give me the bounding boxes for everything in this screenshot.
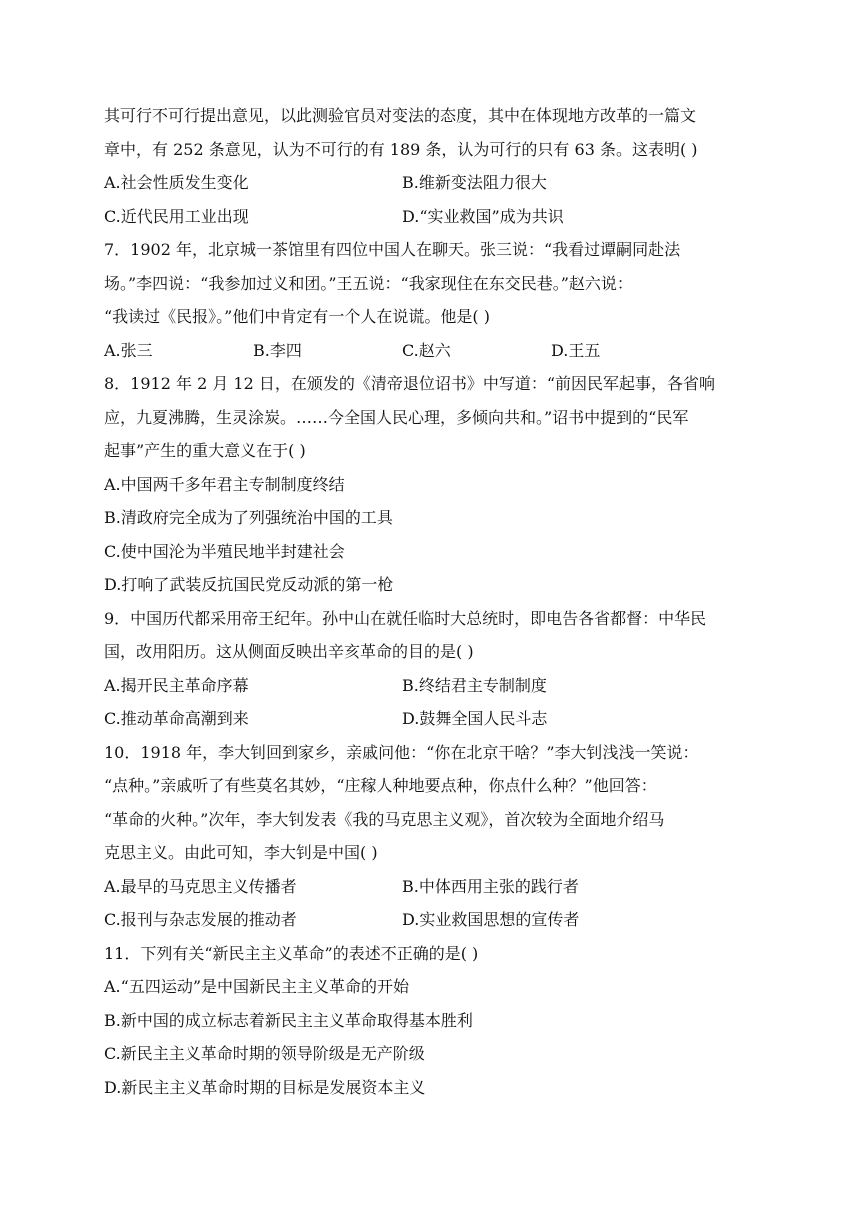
- q8-line-3: 起事”产生的重大意义在于( ): [104, 441, 306, 460]
- q7-option-c: C.赵六: [402, 340, 451, 360]
- q10-option-d: D.实业救国思想的宣传者: [402, 910, 580, 929]
- q8-option-d: D.打响了武装反抗国民党反动派的第一枪: [104, 575, 394, 594]
- q8-option-c: C.使中国沦为半殖民地半封建社会: [104, 541, 345, 561]
- q11-option-a: A.“五四运动”是中国新民主主义革命的开始: [104, 977, 410, 996]
- q11-option-d: D.新民主主义革命时期的目标是发展资本主义: [104, 1077, 426, 1097]
- q9-options-row-2: [104, 702, 764, 736]
- q10-line-4: 克思主义。由此可知，李大钊是中国( ): [104, 843, 378, 862]
- q6-options-row-2: [104, 200, 764, 234]
- q6-option-c: C.近代民用工业出现: [104, 206, 249, 226]
- q7-option-d: D.王五: [551, 340, 601, 360]
- q11-option-b: B.新中国的成立标志着新民主主义革命取得基本胜利: [104, 1010, 473, 1030]
- q7-line-1: 7．1902 年，北京城一茶馆里有四位中国人在聊天。张三说：“我看过谭嗣同赴法: [104, 240, 681, 259]
- q8-option-a: A.中国两千多年君主专制制度终结: [104, 474, 345, 494]
- q6-line-2: 章中，有 252 条意见，认为不可行的有 189 条，认为可行的只有 63 条。这表明( ): [104, 139, 698, 159]
- q9-option-c: C.推动革命高潮到来: [104, 709, 249, 728]
- q6-options-row-1: [104, 166, 764, 200]
- q10-option-a: A.最早的马克思主义传播者: [104, 876, 297, 896]
- q10-options-row-2: [104, 903, 764, 937]
- q11-line-1: 11．下列有关“新民主主义革命”的表述不正确的是( ): [104, 943, 479, 963]
- q8-line-2: 应，九夏沸腾，生灵涂炭。……今全国人民心理，多倾向共和。”诏书中提到的“民军: [104, 407, 689, 427]
- q7-line-3: “我读过《民报》。”他们中肯定有一个人在说谎。他是( ): [104, 307, 490, 326]
- q6-option-b: B.维新变法阻力很大: [402, 173, 547, 192]
- q6-line-1: 其可行不可行提出意见，以此测验官员对变法的态度，其中在体现地方改革的一篇文: [104, 106, 697, 125]
- q10-line-1: 10．1918 年，李大钊回到家乡，亲戚问他：“你在北京干啥？”李大钊浅浅一笑说：: [104, 742, 699, 762]
- q9-line-1: 9．中国历代都采用帝王纪年。孙中山在就任临时大总统时，即电告各省都督：中华民: [104, 608, 707, 628]
- q6-option-d: D.“实业救国”成为共识: [402, 206, 564, 226]
- q9-line-2: 国，改用阳历。这从侧面反映出辛亥革命的目的是( ): [104, 642, 474, 661]
- q10-options-row-1: [104, 870, 764, 904]
- q6-option-a: A.社会性质发生变化: [104, 173, 249, 192]
- q10-option-c: C.报刊与杂志发展的推动者: [104, 910, 297, 929]
- q9-option-d: D.鼓舞全国人民斗志: [402, 709, 548, 728]
- q8-line-1: 8．1912 年 2 月 12 日，在颁发的《清帝退位诏书》中写道：“前因民军起事，各省响: [104, 374, 716, 393]
- q8-option-b: B.清政府完全成为了列强统治中国的工具: [104, 508, 393, 527]
- q10-line-3: “革命的火种。”次年，李大钊发表《我的马克思主义观》，首次较为全面地介绍马: [104, 809, 665, 829]
- q7-option-b: B.李四: [253, 340, 302, 360]
- q7-line-2: 场。”李四说：“我参加过义和团。”王五说：“我家现住在东交民巷。”赵六说：: [104, 273, 633, 293]
- q9-option-b: B.终结君主专制制度: [402, 675, 547, 695]
- q9-options-row-1: [104, 669, 764, 703]
- q7-options-row: [104, 334, 764, 368]
- q10-option-b: B.中体西用主张的践行者: [402, 876, 579, 896]
- question-list: [104, 99, 764, 1104]
- q11-option-c: C.新民主主义革命时期的领导阶级是无产阶级: [104, 1044, 425, 1063]
- q10-line-2: “点种。”亲戚听了有些莫名其妙，“庄稼人种地要点种，你点什么种？”他回答：: [104, 776, 657, 795]
- q9-option-a: A.揭开民主革命序幕: [104, 675, 249, 695]
- q7-option-a: A.张三: [104, 340, 153, 360]
